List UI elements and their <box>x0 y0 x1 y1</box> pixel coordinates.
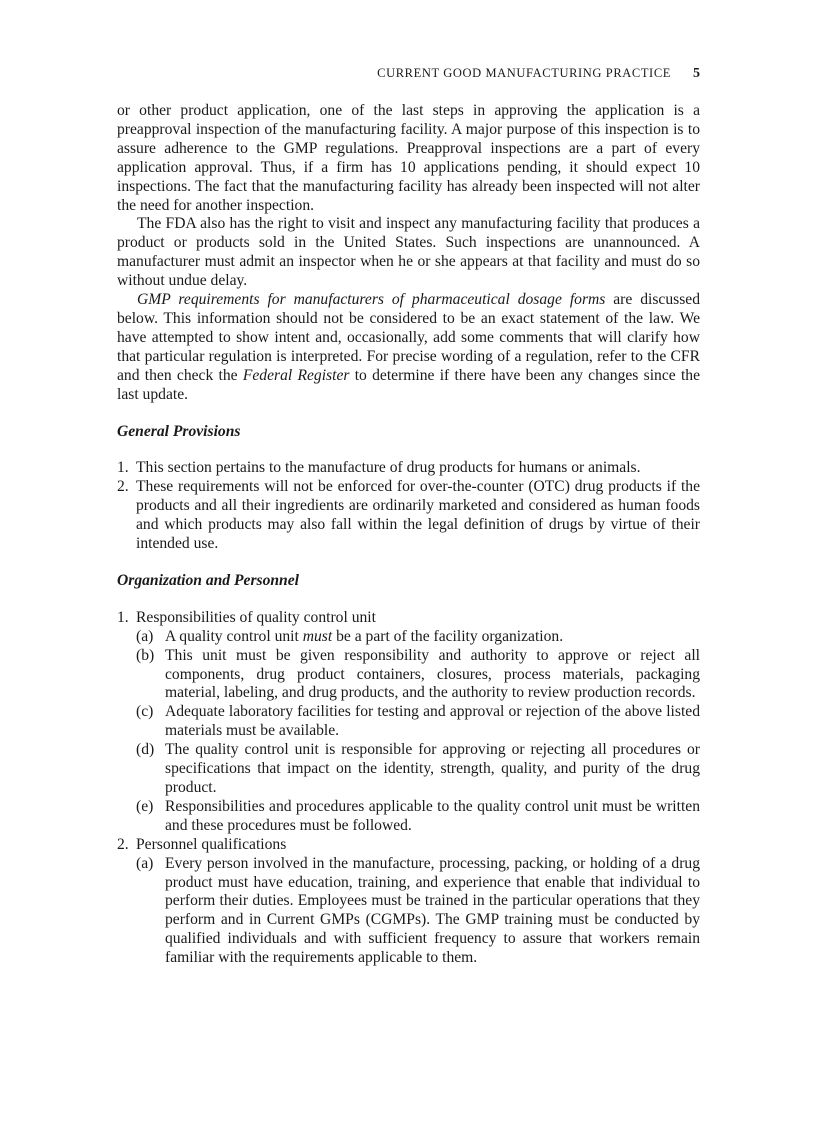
must-emphasis: must <box>302 627 333 645</box>
list-marker: 1. <box>117 459 129 477</box>
sublist-item <box>136 647 700 704</box>
organization-list <box>117 609 700 968</box>
sublist-marker: (a) <box>136 627 154 645</box>
general-provisions-list <box>117 459 700 554</box>
sublist-item-text: be a part of the facility organization. <box>332 627 564 645</box>
sublist-item <box>136 628 700 647</box>
intro-paragraph-2: The FDA also has the right to visit and inspect any manufacturing facility that produces a product or products sold in the United States. Such inspections are unannounced. A manufacturer must admit an inspector when he or she appears at that facility and must do so without undue delay. <box>117 215 700 290</box>
section-heading-general-provisions: General Provisions <box>117 422 241 440</box>
intro-paragraph-3-part-b: to determine if there have been any changes since the last update. <box>117 366 700 403</box>
sublist-item-text: The quality control unit is responsible for approving or rejecting all procedures or specifications that impact on the identity, strength, quality, and purity of the drug product. <box>165 741 700 796</box>
list-item-text: These requirements will not be enforced for over-the-counter (OTC) drug products if the products and all their ingredients are ordinarily marketed and considered as human foods and which products may also fall within the legal definition of drugs by virtue of their intended use. <box>136 478 700 553</box>
intro-paragraph-3-part-a: are discussed below. This information should not be considered to be an exact statement of the law. We have attempted to show intent and, occasionally, add some comments that will clarify how that particular regulation is interpreted. For precise wording of a regulation, refer to the CFR and then check the <box>117 291 700 384</box>
sublist-marker: (e) <box>136 797 154 815</box>
intro-paragraph-3 <box>117 291 700 404</box>
sublist-marker: (d) <box>136 741 155 759</box>
intro-paragraph-1: or other product application, one of the last steps in approving the application is a preapproval inspection of the manufacturing facility. A major purpose of this inspection is to assure adherence to the GMP regulations. Preapproval inspections are a part of every application approval. Thus, if a firm has 10 applications pending, it should expect 10 inspections. The fact that the manufacturing facility has already been inspected will not alter the need for another inspection. <box>117 102 700 214</box>
page-number: 5 <box>693 66 700 81</box>
list-marker: 2. <box>117 478 129 496</box>
sublist-item-text: Responsibilities and procedures applicable to the quality control unit must be written and these procedures must be followed. <box>165 797 700 834</box>
running-header <box>117 66 700 86</box>
list-item-text: Personnel qualifications <box>136 835 287 853</box>
body-text <box>117 102 700 968</box>
list-item-text: This section pertains to the manufacture of drug products for humans or animals. <box>136 459 641 477</box>
list-item <box>117 836 700 968</box>
list-item-text: Responsibilities of quality control unit <box>136 608 376 626</box>
section-heading-organization-and-personnel: Organization and Personnel <box>117 571 299 589</box>
list-marker: 2. <box>117 835 129 853</box>
sublist-item <box>136 741 700 798</box>
sublist-item <box>136 798 700 836</box>
sublist-item <box>136 855 700 968</box>
personnel-qualifications-sublist <box>136 855 700 968</box>
gmp-requirements-emphasis: GMP requirements for manufacturers of pharmaceutical dosage forms <box>137 291 606 309</box>
sublist-item <box>136 703 700 741</box>
sublist-item-text: Every person involved in the manufacture, processing, packing, or holding of a drug product must have education, training, and experience that enable that individual to perform their duties. Employees must be trained in the particular operations that they perform and in Current GMPs (CGMPs). The GMP training must be conducted by qualified individuals and with sufficient frequency to assure that workers remain familiar with the requirements applicable to them. <box>165 854 700 967</box>
sublist-item-text: Adequate laboratory facilities for testing and approval or rejection of the above listed materials must be available. <box>165 703 700 740</box>
list-item <box>117 478 700 554</box>
sublist-item-text: A quality control unit <box>165 627 303 645</box>
running-title: CURRENT GOOD MANUFACTURING PRACTICE <box>377 66 671 80</box>
list-marker: 1. <box>117 608 129 626</box>
sublist-marker: (c) <box>136 703 154 721</box>
federal-register-emphasis: Federal Register <box>242 366 350 384</box>
list-item <box>117 459 700 478</box>
quality-control-sublist <box>136 628 700 836</box>
sublist-marker: (b) <box>136 646 155 664</box>
sublist-marker: (a) <box>136 854 154 872</box>
list-item <box>117 609 700 836</box>
book-page <box>117 66 700 968</box>
sublist-item-text: This unit must be given responsibility and authority to approve or reject all components, drug product containers, closures, process materials, packaging material, labeling, and drug products, and the authority to review production records. <box>165 646 700 702</box>
